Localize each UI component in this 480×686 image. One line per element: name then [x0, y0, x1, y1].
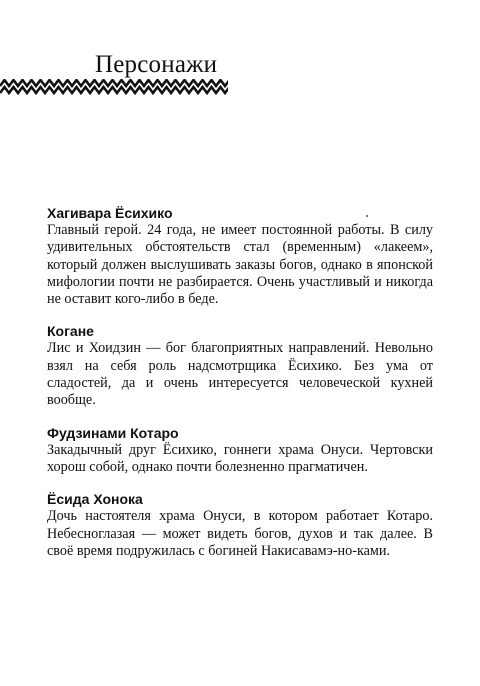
- decorative-zigzag-band: [0, 79, 228, 95]
- character-description: Дочь настоятеля храма Онуси, в котором работает Котаро. Небесноглазая — может видеть богов, духов и так далее. В своё время подружилась с богиней Накисавамэ-но-ками.: [47, 508, 433, 559]
- character-name: Ёсида Хонока: [47, 491, 143, 508]
- character-list: [47, 204, 433, 574]
- page-title: Персонажи: [95, 51, 218, 78]
- character-name: Фудзинами Котаро: [47, 424, 179, 441]
- character-description: Главный герой. 24 года, не имеет постоянной работы. В силу удивительных обстоятельств стал (временным) «лакеем», который должен выслушивать заказы богов, однако в японской мифологии почти не разбирается. Очень участливый и никогда не оставит кого-либо в беде.: [47, 222, 433, 308]
- character-entry: [47, 490, 433, 560]
- zigzag-line: [0, 87, 228, 93]
- character-description: Закадычный друг Ёсихико, гоннеги храма Онуси. Чертовски хорош собой, однако почти болезненно прагматичен.: [47, 441, 433, 475]
- zigzag-line: [0, 80, 228, 86]
- zigzag-ornament-icon: [0, 79, 228, 95]
- character-description: Лис и Хоидзин — бог благоприятных направлений. Невольно взял на себя роль надсмотрщика Ёсихико. Без ума от сладостей, да и очень интересуется человеческой кухней вообще.: [47, 340, 433, 409]
- character-entry: [47, 424, 433, 477]
- character-entry: [47, 322, 433, 409]
- character-name: Когане: [47, 323, 94, 340]
- character-name: Хагивара Ёсихико: [47, 205, 173, 221]
- character-entry: [47, 204, 433, 308]
